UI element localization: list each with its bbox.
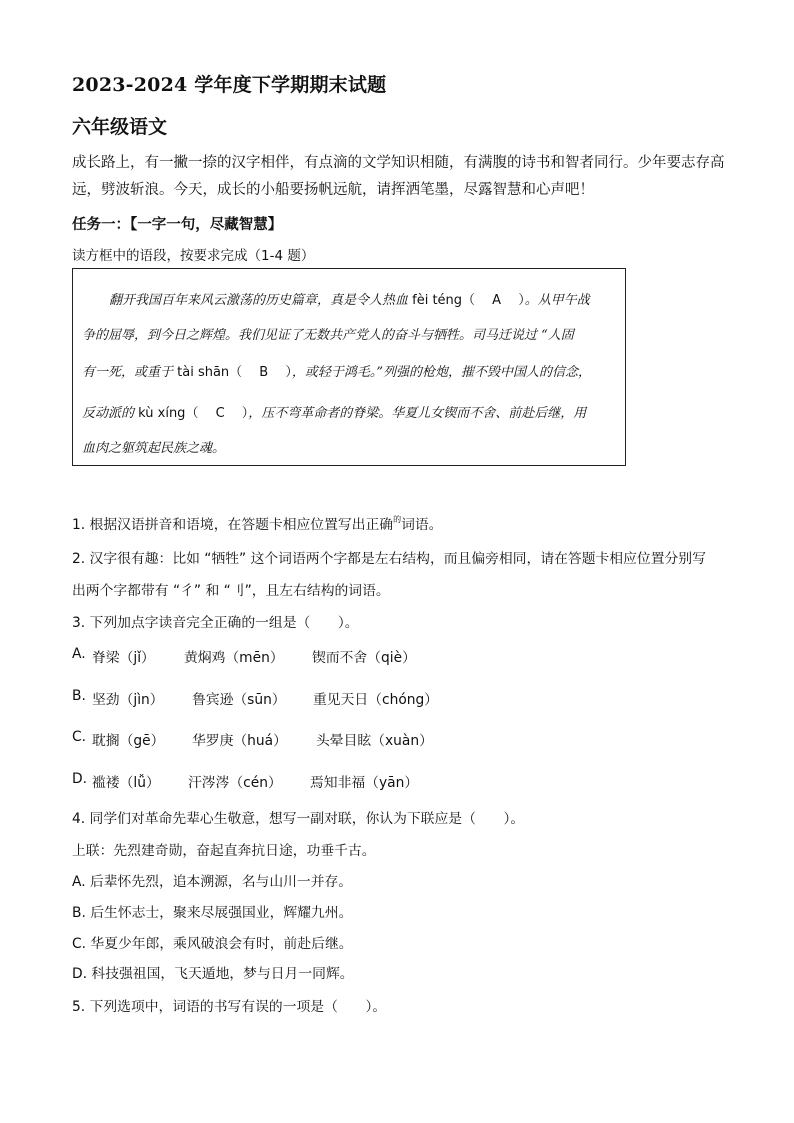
question-text: 词语。	[401, 517, 443, 533]
pinyin-text: fèi téng	[412, 293, 463, 308]
question-text: 1. 根据汉语拼音和语境，在答题卡相应位置写出正确	[72, 517, 394, 533]
option-word: 焉知非福（yān）	[310, 775, 419, 791]
option-word: 黄焖鸡（mēn）	[184, 650, 284, 666]
q3-option-d	[72, 771, 672, 791]
intro-paragraph: 成长路上，有一撇一捺的汉字相伴，有点滴的文学知识相随，有满腹的诗书和智者同行。少年要志存高远，劈波斩浪。今天，成长的小船要扬帆远航，请挥洒笔墨，尽露智慧和心声吧！	[72, 155, 725, 198]
q4-option-d: D. 科技强祖国，飞天遁地，梦与日月一同辉。	[72, 966, 354, 982]
question-3: 3. 下列加点字读音完全正确的一组是（ ）。	[72, 615, 359, 631]
answer-blank-b: （ B ）	[229, 365, 292, 380]
question-5: 5. 下列选项中，词语的书写有误的一项是（ ）。	[72, 999, 387, 1015]
q3-option-c	[72, 729, 672, 749]
option-word: 褴褛（lǚ）	[92, 775, 160, 791]
passage-line	[82, 361, 591, 380]
q3-option-a	[72, 646, 672, 666]
option-label: B.	[72, 688, 86, 704]
task1-instruction: 读方框中的语段，按要求完成（1-4 题）	[72, 248, 315, 264]
passage-text: 翻开我国百年来风云激荡的历史篇章，真是令人热血	[109, 293, 413, 308]
answer-blank-a: （ A ）	[462, 293, 525, 308]
passage-box	[72, 268, 626, 466]
passage-text: 血肉之躯筑起民族之魂。	[82, 441, 226, 456]
pinyin-text: kù xíng	[138, 406, 186, 421]
passage-line	[82, 437, 225, 456]
option-word: 锲而不舍（qiè）	[312, 650, 416, 666]
option-label: A.	[72, 646, 86, 662]
question-text: 的	[393, 515, 402, 524]
option-label: D.	[72, 771, 88, 787]
passage-text: 有一死，或重于	[82, 365, 178, 380]
pinyin-text: tài shān	[177, 365, 230, 380]
option-word: 头晕目眩（xuàn）	[316, 733, 433, 749]
exam-subtitle: 六年级语文	[72, 116, 168, 138]
exam-title: 2023-2024 学年度下学期期末试题	[72, 74, 387, 96]
passage-text: ，压不弯革命者的脊梁。华夏儿女锲而不舍、前赴后继，用	[248, 406, 587, 421]
q4-couplet: 上联：先烈建奇勋，奋起直奔抗日途，功垂千古。	[72, 843, 376, 859]
question-1	[72, 513, 442, 533]
q4-option-c: C. 华夏少年郎，乘风破浪会有时，前赴后继。	[72, 936, 353, 952]
question-2-line-1: 2. 汉字很有趣：比如 “牺牲” 这个词语两个字都是左右结构，而且偏旁相同，请在答题卡相应位置分别写	[72, 551, 706, 567]
option-word: 汗涔涔（cén）	[188, 775, 282, 791]
q4-option-a: A. 后辈怀先烈，追本溯源，名与山川一并存。	[72, 874, 353, 890]
passage-text: 争的屈辱，到今日之辉煌。我们见证了无数共产党人的奋斗与牺牲。司马迁说过 “人固	[82, 328, 574, 343]
passage-text: 反动派的	[82, 406, 139, 421]
question-2-line-2: 出两个字都带有 “彳” 和 “刂”，且左右结构的词语。	[72, 583, 390, 599]
answer-blank-c: （ C ）	[185, 406, 249, 421]
question-4: 4. 同学们对革命先辈心生敬意，想写一副对联，你认为下联应是（ ）。	[72, 811, 525, 827]
option-word: 耽搁（gē）	[92, 733, 165, 749]
q4-option-b: B. 后生怀志士，聚来尽展强国业，辉耀九州。	[72, 905, 353, 921]
passage-line	[82, 402, 586, 421]
passage-text: 。从甲午战	[524, 293, 590, 308]
passage-line	[109, 289, 590, 308]
passage-line	[82, 324, 574, 343]
option-word: 脊梁（jǐ）	[92, 650, 155, 666]
option-word: 鲁宾逊（sūn）	[192, 692, 286, 708]
option-word: 重见天日（chóng）	[313, 692, 439, 708]
task1-heading: 任务一：【一字一句，尽藏智慧】	[72, 216, 283, 233]
option-label: C.	[72, 729, 87, 745]
passage-text: ，或轻于鸿毛。”列强的枪炮，摧不毁中国人的信念，	[291, 365, 592, 380]
q3-option-b	[72, 688, 672, 708]
option-word: 坚劲（jìn）	[92, 692, 164, 708]
option-word: 华罗庚（huá）	[192, 733, 287, 749]
